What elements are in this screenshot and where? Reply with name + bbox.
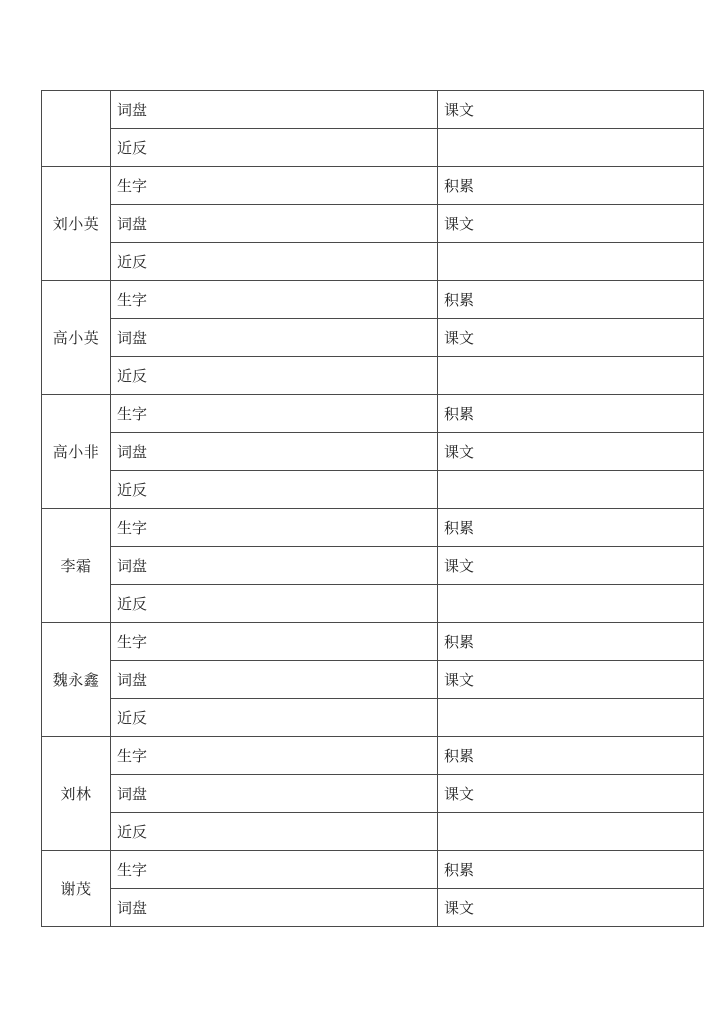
task-cell-left: 词盘 xyxy=(111,433,438,471)
table-row xyxy=(42,699,704,737)
task-cell-right xyxy=(438,699,704,737)
task-cell-right: 课文 xyxy=(438,91,704,129)
student-name-cell xyxy=(42,91,111,167)
table-row xyxy=(42,851,704,889)
task-cell-left: 词盘 xyxy=(111,91,438,129)
task-cell-left: 近反 xyxy=(111,471,438,509)
table-row xyxy=(42,395,704,433)
student-name-cell: 谢茂 xyxy=(42,851,111,927)
student-name-cell: 高小英 xyxy=(42,281,111,395)
table-row xyxy=(42,813,704,851)
task-cell-left: 生字 xyxy=(111,281,438,319)
task-cell-left: 近反 xyxy=(111,813,438,851)
table-row xyxy=(42,661,704,699)
task-cell-right: 课文 xyxy=(438,547,704,585)
task-cell-right: 积累 xyxy=(438,509,704,547)
table-row xyxy=(42,319,704,357)
task-cell-left: 近反 xyxy=(111,357,438,395)
table-body xyxy=(42,91,704,927)
task-cell-left: 近反 xyxy=(111,699,438,737)
task-cell-left: 词盘 xyxy=(111,889,438,927)
student-name-cell: 魏永鑫 xyxy=(42,623,111,737)
task-cell-right: 课文 xyxy=(438,433,704,471)
table-row xyxy=(42,623,704,661)
task-cell-left: 词盘 xyxy=(111,775,438,813)
task-cell-right xyxy=(438,471,704,509)
task-cell-left: 近反 xyxy=(111,129,438,167)
task-cell-right xyxy=(438,129,704,167)
task-cell-left: 生字 xyxy=(111,623,438,661)
task-cell-left: 生字 xyxy=(111,167,438,205)
task-cell-left: 生字 xyxy=(111,509,438,547)
task-cell-right: 积累 xyxy=(438,737,704,775)
table-row xyxy=(42,167,704,205)
table-row xyxy=(42,889,704,927)
task-cell-left: 近反 xyxy=(111,585,438,623)
student-name-cell: 刘林 xyxy=(42,737,111,851)
table-row xyxy=(42,775,704,813)
task-cell-right: 积累 xyxy=(438,623,704,661)
task-cell-right: 课文 xyxy=(438,661,704,699)
table-row xyxy=(42,357,704,395)
table-row xyxy=(42,91,704,129)
table-row xyxy=(42,205,704,243)
task-cell-right: 课文 xyxy=(438,205,704,243)
table-row xyxy=(42,585,704,623)
task-cell-right: 课文 xyxy=(438,889,704,927)
task-cell-right: 课文 xyxy=(438,319,704,357)
table-row xyxy=(42,547,704,585)
task-cell-left: 生字 xyxy=(111,851,438,889)
task-cell-right: 积累 xyxy=(438,395,704,433)
student-name-cell: 刘小英 xyxy=(42,167,111,281)
table-row xyxy=(42,737,704,775)
task-cell-right xyxy=(438,813,704,851)
task-cell-right: 课文 xyxy=(438,775,704,813)
table-row xyxy=(42,471,704,509)
table-row xyxy=(42,129,704,167)
task-cell-right: 积累 xyxy=(438,851,704,889)
task-cell-left: 词盘 xyxy=(111,205,438,243)
task-cell-left: 生字 xyxy=(111,395,438,433)
task-cell-left: 生字 xyxy=(111,737,438,775)
task-cell-right xyxy=(438,357,704,395)
task-cell-right: 积累 xyxy=(438,167,704,205)
student-task-table xyxy=(41,90,704,927)
student-name-cell: 李霜 xyxy=(42,509,111,623)
task-cell-left: 近反 xyxy=(111,243,438,281)
task-cell-left: 词盘 xyxy=(111,319,438,357)
task-cell-right xyxy=(438,585,704,623)
table-row xyxy=(42,281,704,319)
task-cell-right: 积累 xyxy=(438,281,704,319)
table-row xyxy=(42,433,704,471)
student-name-cell: 高小非 xyxy=(42,395,111,509)
task-cell-right xyxy=(438,243,704,281)
task-cell-left: 词盘 xyxy=(111,547,438,585)
table-row xyxy=(42,509,704,547)
table-row xyxy=(42,243,704,281)
task-cell-left: 词盘 xyxy=(111,661,438,699)
